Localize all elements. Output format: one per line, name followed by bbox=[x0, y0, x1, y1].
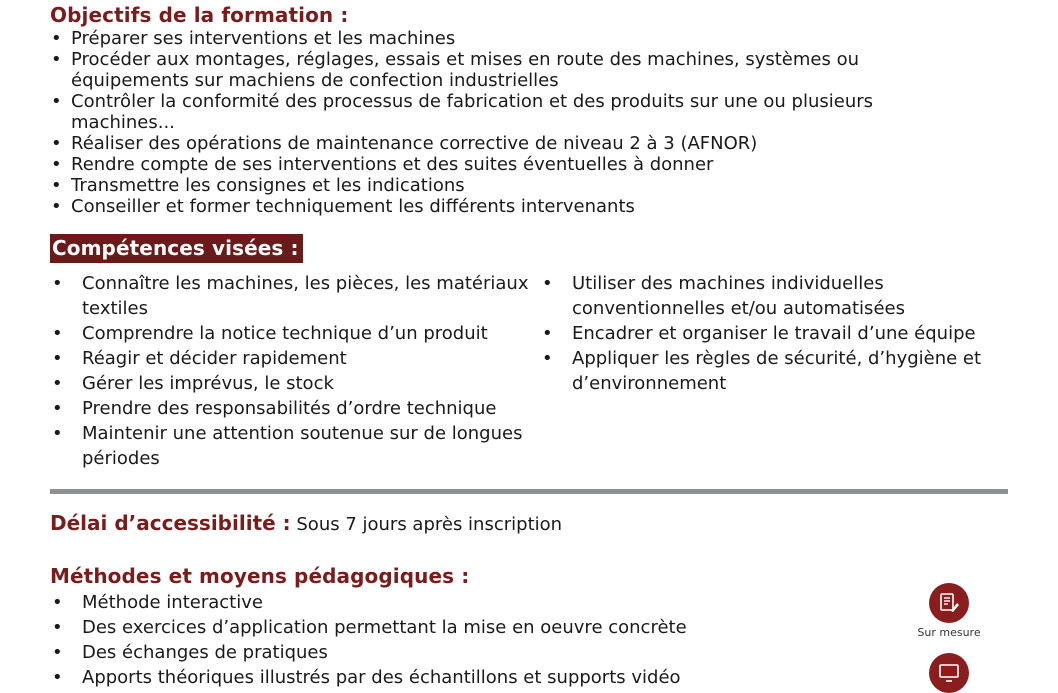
competences-heading-wrap bbox=[50, 236, 303, 260]
objective-item: • Conseiller et former techniquement les différents intervenants bbox=[50, 196, 930, 217]
competence-item: • Maintenir une attention soutenue sur de longues périodes bbox=[50, 421, 530, 471]
competence-item: • Comprendre la notice technique d’un produit bbox=[50, 321, 530, 346]
objective-item: • Réaliser des opérations de maintenance corrective de niveau 2 à 3 (AFNOR) bbox=[50, 133, 930, 154]
competence-item: • Connaître les machines, les pièces, les matériaux textiles bbox=[50, 271, 530, 321]
competences-heading: Compétences visées : bbox=[50, 234, 303, 263]
objective-item: • Transmettre les consignes et les indications bbox=[50, 175, 930, 196]
section-divider bbox=[50, 489, 1008, 494]
competence-item: • Gérer les imprévus, le stock bbox=[50, 371, 530, 396]
competences-list-right bbox=[540, 271, 1010, 396]
competence-item: • Réagir et décider rapidement bbox=[50, 346, 530, 371]
method-item: • Apports théoriques illustrés par des échantillons et supports vidéo bbox=[50, 665, 890, 690]
method-item: • Des échanges de pratiques bbox=[50, 640, 890, 665]
delay-line bbox=[50, 511, 562, 535]
monitor-icon bbox=[929, 653, 969, 693]
methods-heading: Méthodes et moyens pédagogiques : bbox=[50, 564, 470, 588]
objective-item: • Procéder aux montages, réglages, essais et mises en route des machines, systèmes ou équipements sur machiens de confection industrielles bbox=[50, 49, 930, 91]
objective-item: • Rendre compte de ses interventions et des suites éventuelles à donner bbox=[50, 154, 930, 175]
method-item: • Méthode interactive bbox=[50, 590, 890, 615]
objective-item: • Préparer ses interventions et les machines bbox=[50, 28, 930, 49]
competence-item: • Encadrer et organiser le travail d’une équipe bbox=[540, 321, 1010, 346]
method-item: • Des exercices d’application permettant la mise en oeuvre concrète bbox=[50, 615, 890, 640]
competence-item: • Utiliser des machines individuelles conventionnelles et/ou automatisées bbox=[540, 271, 1010, 321]
competence-item: • Appliquer les règles de sécurité, d’hygiène et d’environnement bbox=[540, 346, 1010, 396]
delay-value: Sous 7 jours après inscription bbox=[290, 514, 563, 535]
methods-list bbox=[50, 590, 890, 690]
objectives-list bbox=[50, 28, 930, 217]
delay-label: Délai d’accessibilité : bbox=[50, 511, 291, 535]
competence-item: • Prendre des responsabilités d’ordre technique bbox=[50, 396, 530, 421]
badge-label-sur-mesure: Sur mesure bbox=[917, 626, 981, 639]
objectives-heading: Objectifs de la formation : bbox=[50, 3, 349, 27]
objective-item: • Contrôler la conformité des processus de fabrication et des produits sur une ou plusieurs machines... bbox=[50, 91, 930, 133]
competences-list-left bbox=[50, 271, 530, 471]
document-pen-icon bbox=[929, 583, 969, 623]
